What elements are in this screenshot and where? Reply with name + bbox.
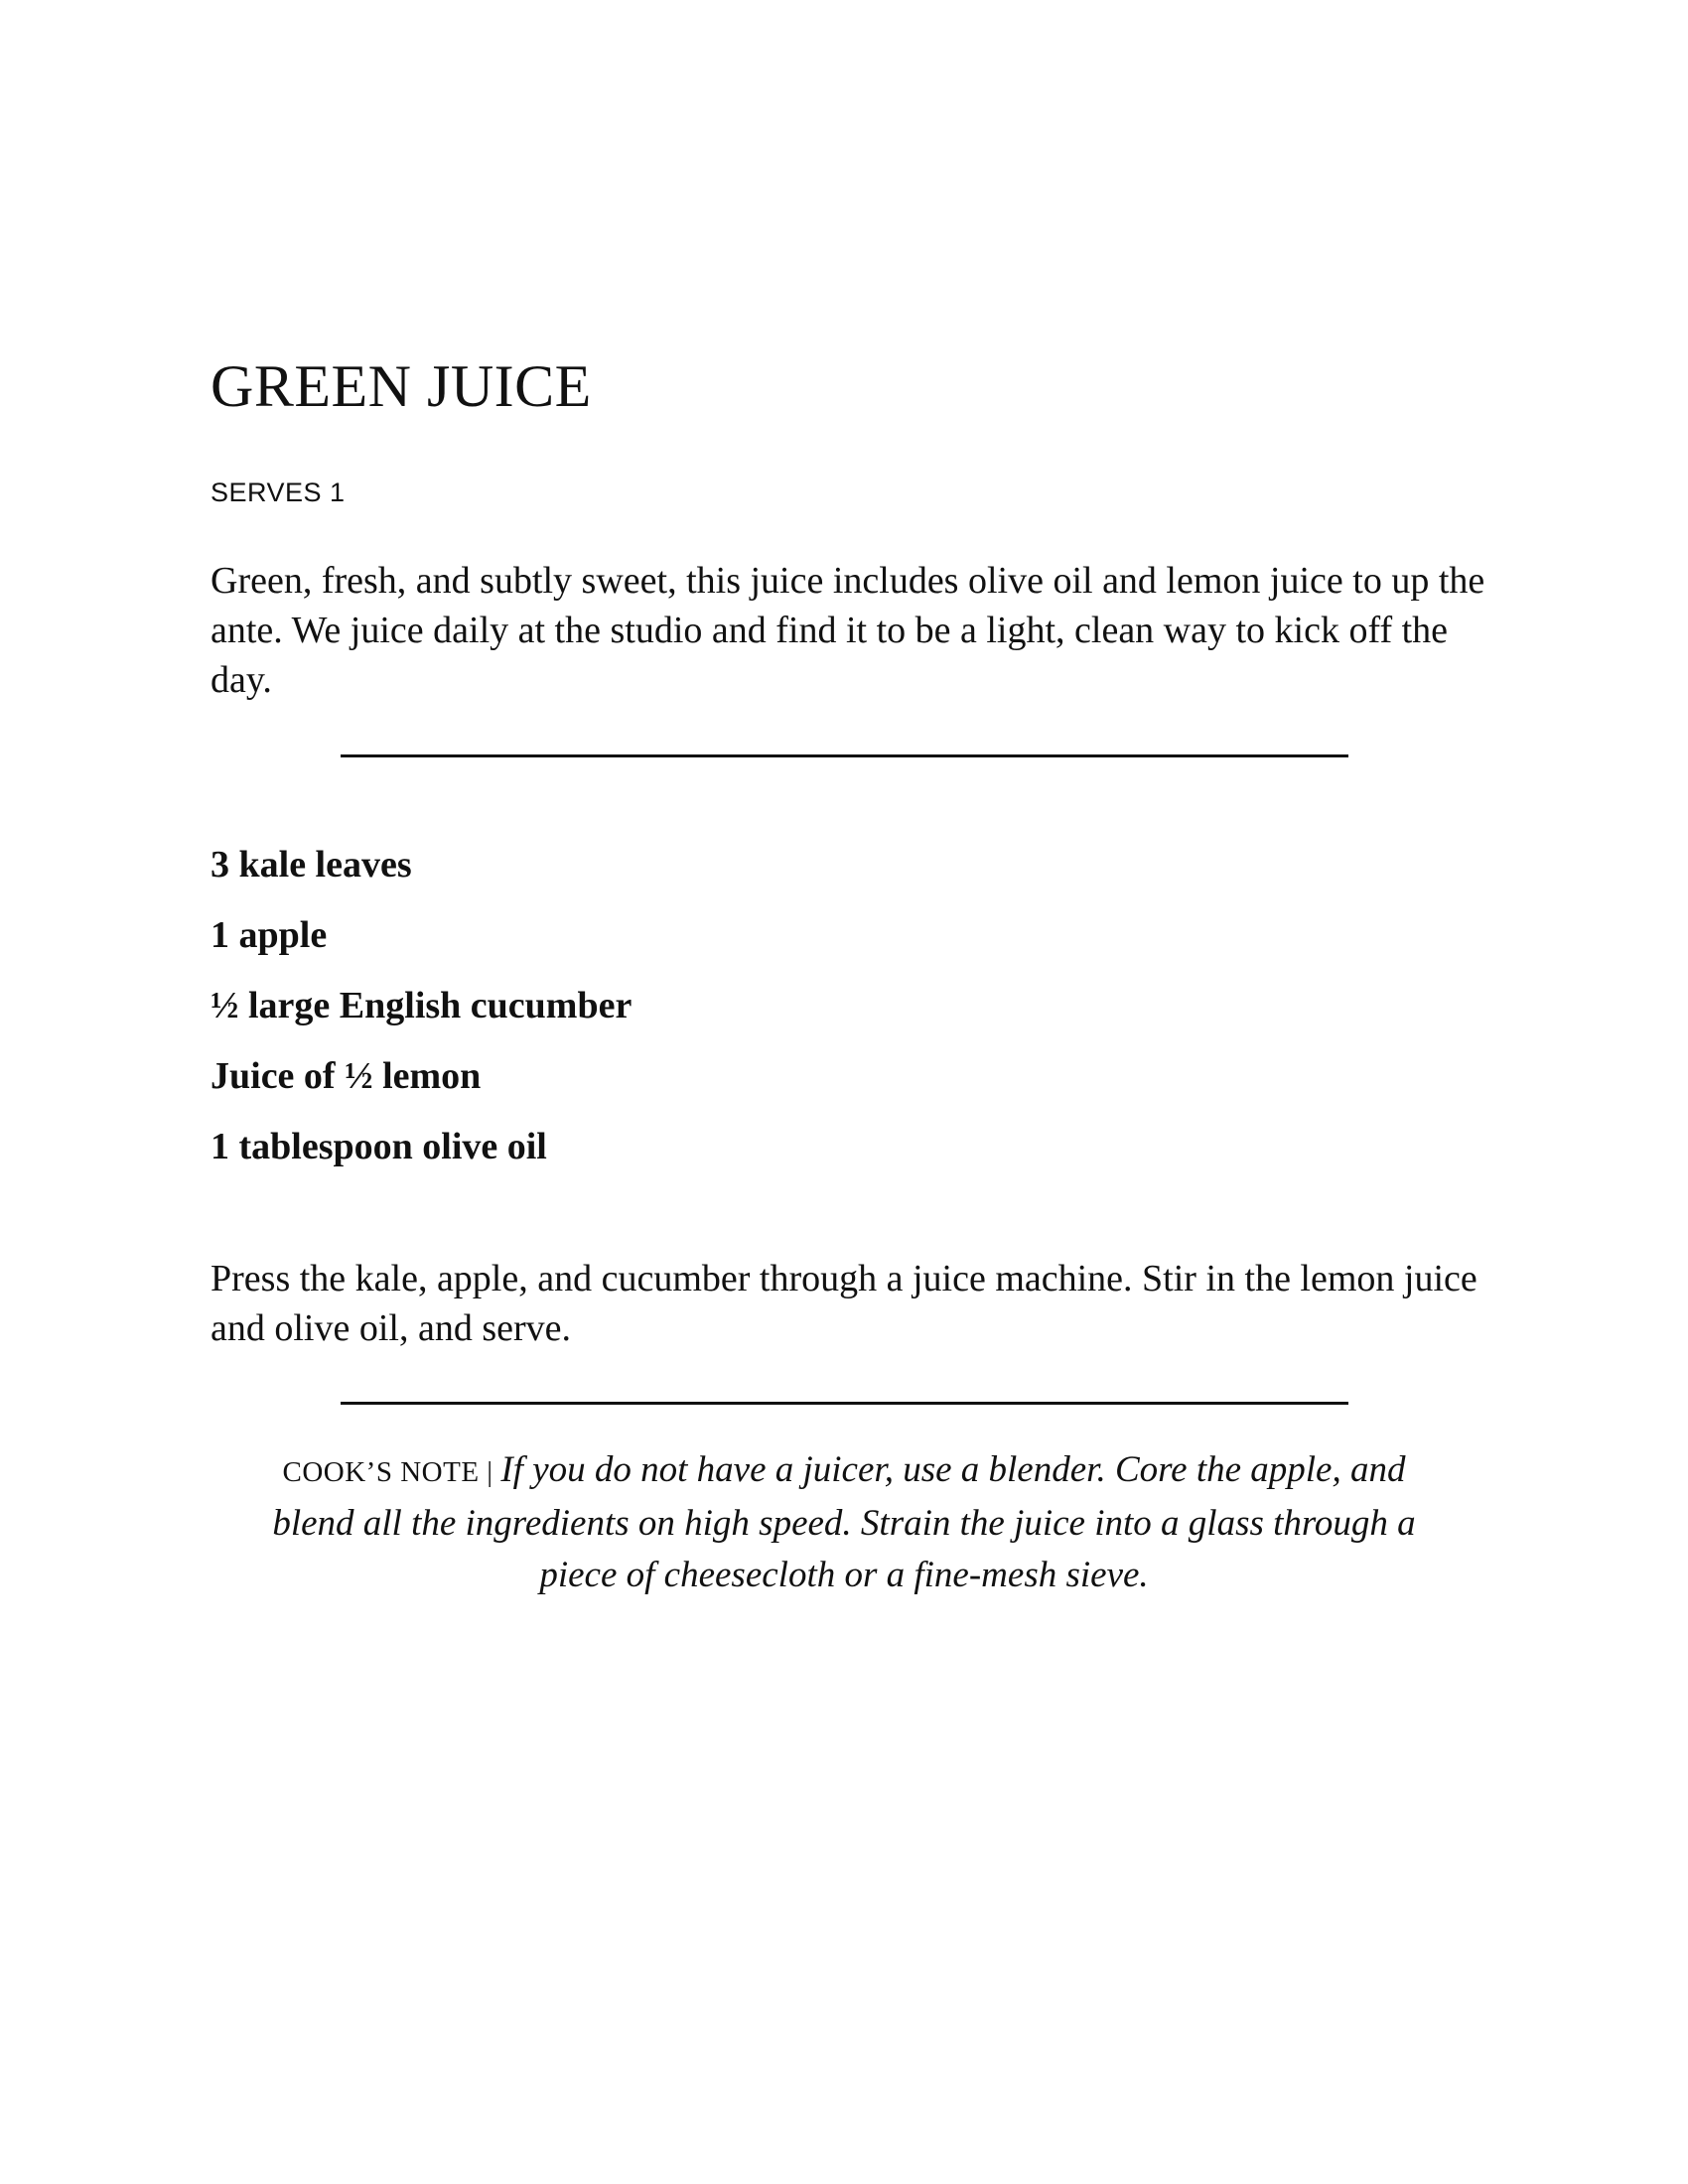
cooks-note — [248, 1444, 1440, 1601]
ingredient-item: 3 kale leaves — [211, 844, 412, 886]
cooks-note-text: If you do not have a juicer, use a blender. Core the apple, and blend all the ingredients on high speed. Strain the juice into a glass through a piece of cheesecloth or a fine-mesh sieve. — [272, 1449, 1416, 1595]
bottom-divider — [341, 1402, 1348, 1405]
ingredient-item: ½ large English cucumber — [211, 985, 633, 1026]
top-divider — [341, 754, 1348, 757]
ingredient-list — [211, 840, 632, 1192]
recipe-intro: Green, fresh, and subtly sweet, this juice includes olive oil and lemon juice to up the ante. We juice daily at the studio and find it to be a light, clean way to kick off the day. — [211, 560, 1485, 701]
ingredient-item: 1 tablespoon olive oil — [211, 1126, 547, 1167]
ingredient-item: Juice of ½ lemon — [211, 1055, 482, 1097]
cooks-note-label: COOK’S NOTE | — [282, 1456, 501, 1488]
recipe-method: Press the kale, apple, and cucumber through a juice machine. Stir in the lemon juice and olive oil, and serve. — [211, 1258, 1477, 1349]
serves-label: SERVES 1 — [211, 478, 346, 507]
recipe-title: GREEN JUICE — [211, 353, 592, 419]
ingredient-item: 1 apple — [211, 914, 328, 956]
